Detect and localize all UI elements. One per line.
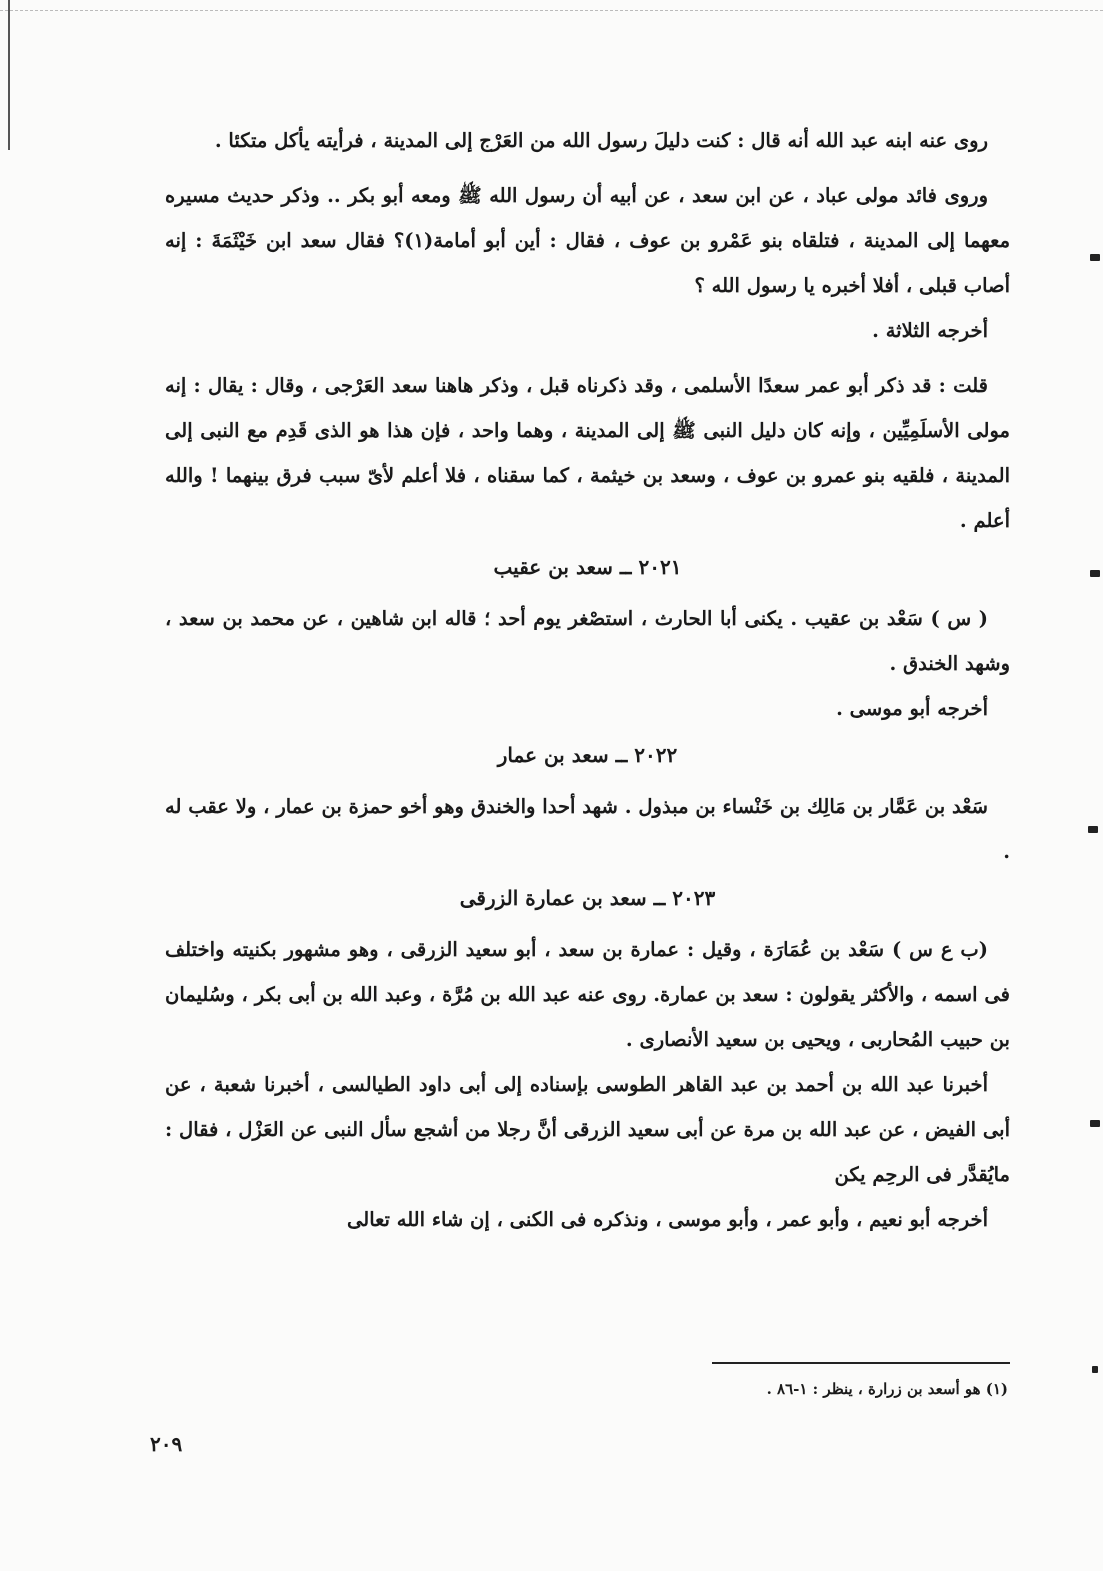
margin-mark	[1088, 826, 1098, 833]
entry-heading: ٢٠٢٣ ــ سعد بن عمارة الزرقى	[459, 886, 716, 910]
scan-top-edge	[0, 0, 1103, 11]
margin-mark	[1092, 1366, 1098, 1373]
paragraph: سَعْد بن عَمَّار بن مَالِك بن خَنْساء بن مبذول . شهد أحدا والخندق وهو أخو حمزة بن عمار ، ولا عقب له .	[165, 795, 1010, 863]
paragraph: روى عنه ابنه عبد الله أنه قال : كنت دليلَ رسول الله من العَرْج إلى المدينة ، فرأيته يأكل متكئا .	[214, 129, 988, 152]
footnote-rule	[712, 1362, 1010, 1364]
margin-mark	[1090, 254, 1100, 261]
paragraph: أخرجه أبو نعيم ، وأبو عمر ، وأبو موسى ، ونذكره فى الكنى ، إن شاء الله تعالى	[347, 1208, 988, 1231]
page-number: ٢٠٩	[150, 1432, 183, 1456]
entry-heading: ٢٠٢١ ــ سعد بن عقيب	[493, 555, 682, 579]
footnote: (١) هو أسعد بن زرارة ، ينظر : ١-٨٦ .	[766, 1380, 1008, 1398]
paragraph: أخرجه الثلاثة .	[872, 319, 988, 342]
paragraph: قلت : قد ذكر أبو عمر سعدًا الأسلمى ، وقد ذكرناه قبل ، وذكر هاهنا سعد العَرْجى ، وقال : يقال : إنه مولى الأسلَمِيِّين ، وإنه كان دليل النبى ﷺ إلى المدينة ، وهما واحد ، فإن هذا هو الذى قَدِم مع النبى إلى المدينة ، فلقيه بنو عمرو بن عوف ، وسعد بن خيثمة ، كما سقناه ، فلا أعلم لأىّ سبب فرق بينهما ! والله أعلم .	[165, 374, 1010, 532]
paragraph: (ب ع س ) سَعْد بن عُمَارَة ، وقيل : عمارة بن سعد ، أبو سعيد الزرقى ، وهو مشهور بكنيته واختلف فى اسمه ، والأكثر يقولون : سعد بن عمارة. روى عنه عبد الله بن مُرَّة ، وعبد الله بن أبى بكر ، وسُليمان بن حبيب المُحاربى ، ويحيى بن سعيد الأنصارى .	[165, 938, 1010, 1051]
scan-left-edge	[8, 0, 10, 150]
main-text	[165, 118, 1010, 1242]
paragraph: ( س ) سَعْد بن عقيب . يكنى أبا الحارث ، استصْغر يوم أحد ؛ قاله ابن شاهين ، عن محمد بن سعد ، وشهد الخندق .	[165, 607, 1010, 675]
entry-heading: ٢٠٢٢ ــ سعد بن عمار	[497, 743, 678, 767]
paragraph: وروى فائد مولى عباد ، عن ابن سعد ، عن أبيه أن رسول الله ﷺ ومعه أبو بكر .. وذكر حديث مسيره معهما إلى المدينة ، فتلقاه بنو عَمْرو بن عوف ، فقال : أين أبو أمامة(١)؟ فقال سعد ابن خَيْثَمَةَ : إنه أصاب قبلى ، أفلا أخبره يا رسول الله ؟	[165, 184, 1011, 297]
margin-mark	[1090, 570, 1100, 577]
paragraph: أخرجه أبو موسى .	[836, 697, 988, 720]
margin-mark	[1090, 1120, 1100, 1127]
paragraph: أخبرنا عبد الله بن أحمد بن عبد القاهر الطوسى بإسناده إلى أبى داود الطيالسى ، أخبرنا شعبة ، عن أبى الفيض ، عن عبد الله بن مرة عن أبى سعيد الزرقى أنَّ رجلا من أشجع سأل النبى عن العَزْل ، فقال : مايُقدَّر فى الرحِم يكن	[165, 1073, 1010, 1186]
